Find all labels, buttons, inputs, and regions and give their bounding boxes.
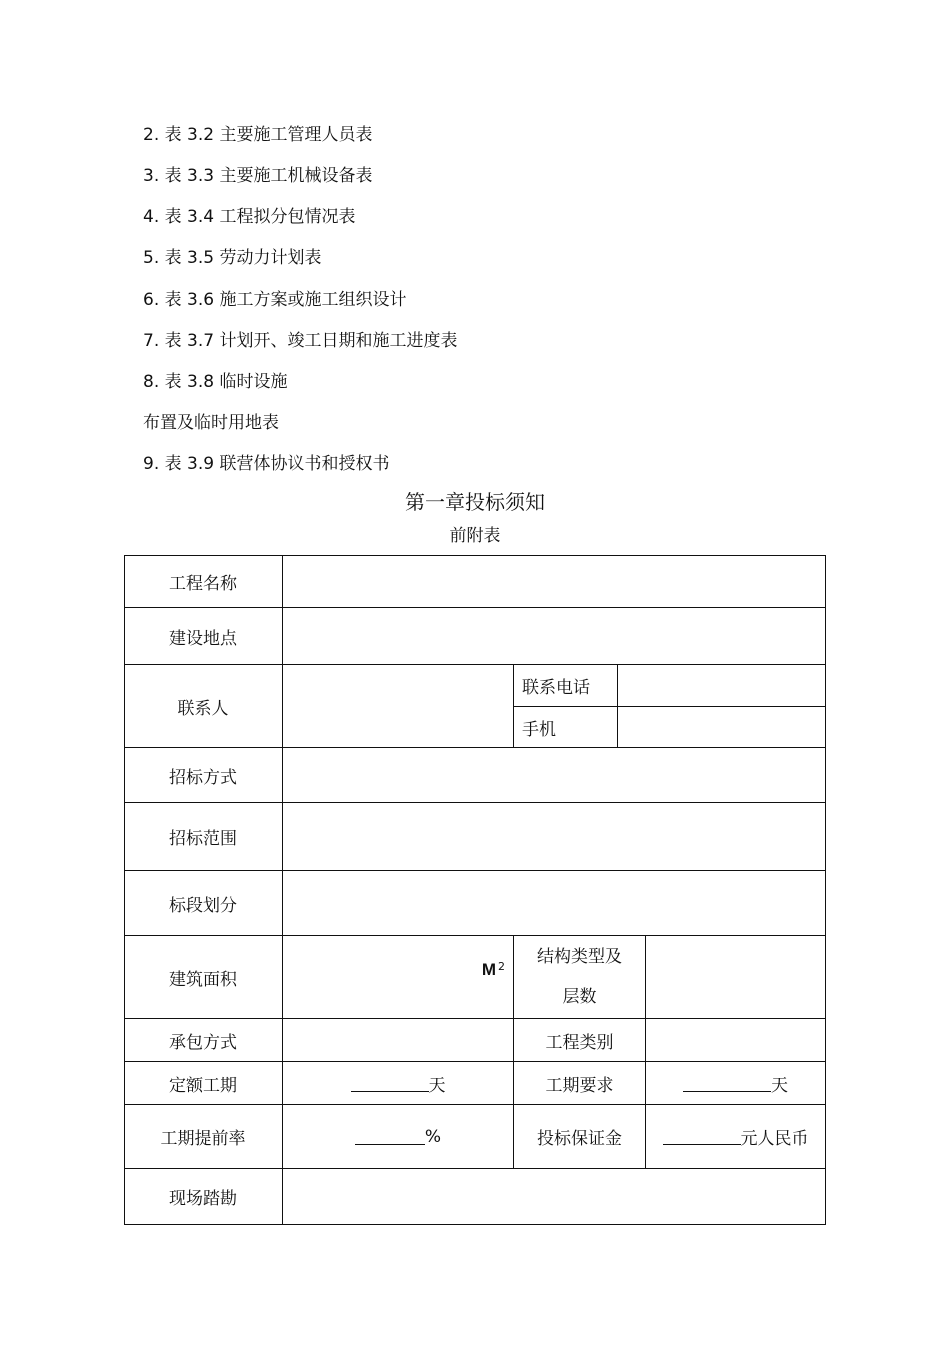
value-area[interactable]: [283, 936, 513, 1018]
blank-line: [663, 1128, 741, 1145]
label-bid-scope: 招标范围: [169, 829, 237, 849]
value-project-name[interactable]: [283, 555, 825, 607]
value-lot-division[interactable]: [283, 871, 825, 935]
quota-period-unit: 天: [428, 1075, 446, 1096]
label-area: 建筑面积: [169, 969, 237, 990]
label-quota-period: 定额工期: [169, 1075, 237, 1096]
label-structure-type: [514, 936, 645, 1018]
label-bid-bond: 投标保证金: [537, 1129, 622, 1149]
blank-line: [683, 1075, 771, 1092]
value-bid-bond[interactable]: [646, 1105, 825, 1168]
label-lot-division: 标段划分: [169, 895, 237, 916]
value-site-visit[interactable]: [283, 1169, 825, 1224]
value-advance-rate[interactable]: [283, 1105, 513, 1168]
list-item: 3. 表 3.3 主要施工机械设备表: [143, 166, 373, 186]
label-bid-method: 招标方式: [169, 767, 237, 788]
label-site-visit: 现场踏勘: [169, 1189, 237, 1209]
label-project-name: 工程名称: [169, 573, 237, 594]
value-bid-scope[interactable]: [283, 803, 825, 870]
label-project-category: 工程类别: [545, 1032, 614, 1053]
period-req-unit: 天: [771, 1075, 788, 1096]
list-item: 4. 表 3.4 工程拟分包情况表: [143, 207, 356, 227]
label-advance-rate: 工期提前率: [160, 1129, 246, 1149]
label-contract-method: 承包方式: [169, 1032, 237, 1053]
structure-type-line1: 结构类型及: [537, 947, 622, 967]
value-contact[interactable]: [283, 665, 513, 747]
label-phone: 联系电话: [522, 678, 590, 698]
value-structure-type[interactable]: [646, 936, 825, 1018]
value-location[interactable]: [283, 608, 825, 664]
chapter-title: 第一章投标须知: [405, 490, 545, 514]
label-period-requirement: 工期要求: [545, 1075, 614, 1096]
blank-line: [355, 1128, 425, 1145]
list-item: 2. 表 3.2 主要施工管理人员表: [143, 125, 373, 145]
list-item: 8. 表 3.8 临时设施: [143, 372, 288, 392]
label-location: 建设地点: [169, 628, 237, 649]
area-unit: M: [481, 960, 496, 979]
advance-rate-unit: %: [424, 1126, 442, 1147]
bid-info-table: [124, 555, 826, 1225]
bid-bond-unit: 元人民币: [740, 1129, 809, 1149]
list-item: 9. 表 3.9 联营体协议书和授权书: [143, 454, 390, 474]
list-item: 7. 表 3.7 计划开、竣工日期和施工进度表: [143, 331, 458, 351]
blank-line: [351, 1075, 429, 1092]
structure-type-line2: 层数: [562, 987, 597, 1007]
value-contract-method[interactable]: [283, 1019, 513, 1061]
value-phone[interactable]: [618, 665, 825, 706]
label-contact: 联系人: [177, 698, 229, 719]
label-mobile: 手机: [522, 719, 556, 740]
value-quota-period[interactable]: [283, 1062, 513, 1104]
value-mobile[interactable]: [618, 707, 825, 747]
value-bid-method[interactable]: [283, 748, 825, 802]
value-period-requirement[interactable]: [646, 1062, 825, 1104]
list-item: 6. 表 3.6 施工方案或施工组织设计: [143, 290, 407, 310]
value-project-category[interactable]: [646, 1019, 825, 1061]
table-caption: 前附表: [449, 526, 501, 546]
list-item: 5. 表 3.5 劳动力计划表: [143, 248, 322, 268]
area-unit-sup: 2: [498, 960, 505, 973]
list-item: 布置及临时用地表: [143, 413, 279, 433]
